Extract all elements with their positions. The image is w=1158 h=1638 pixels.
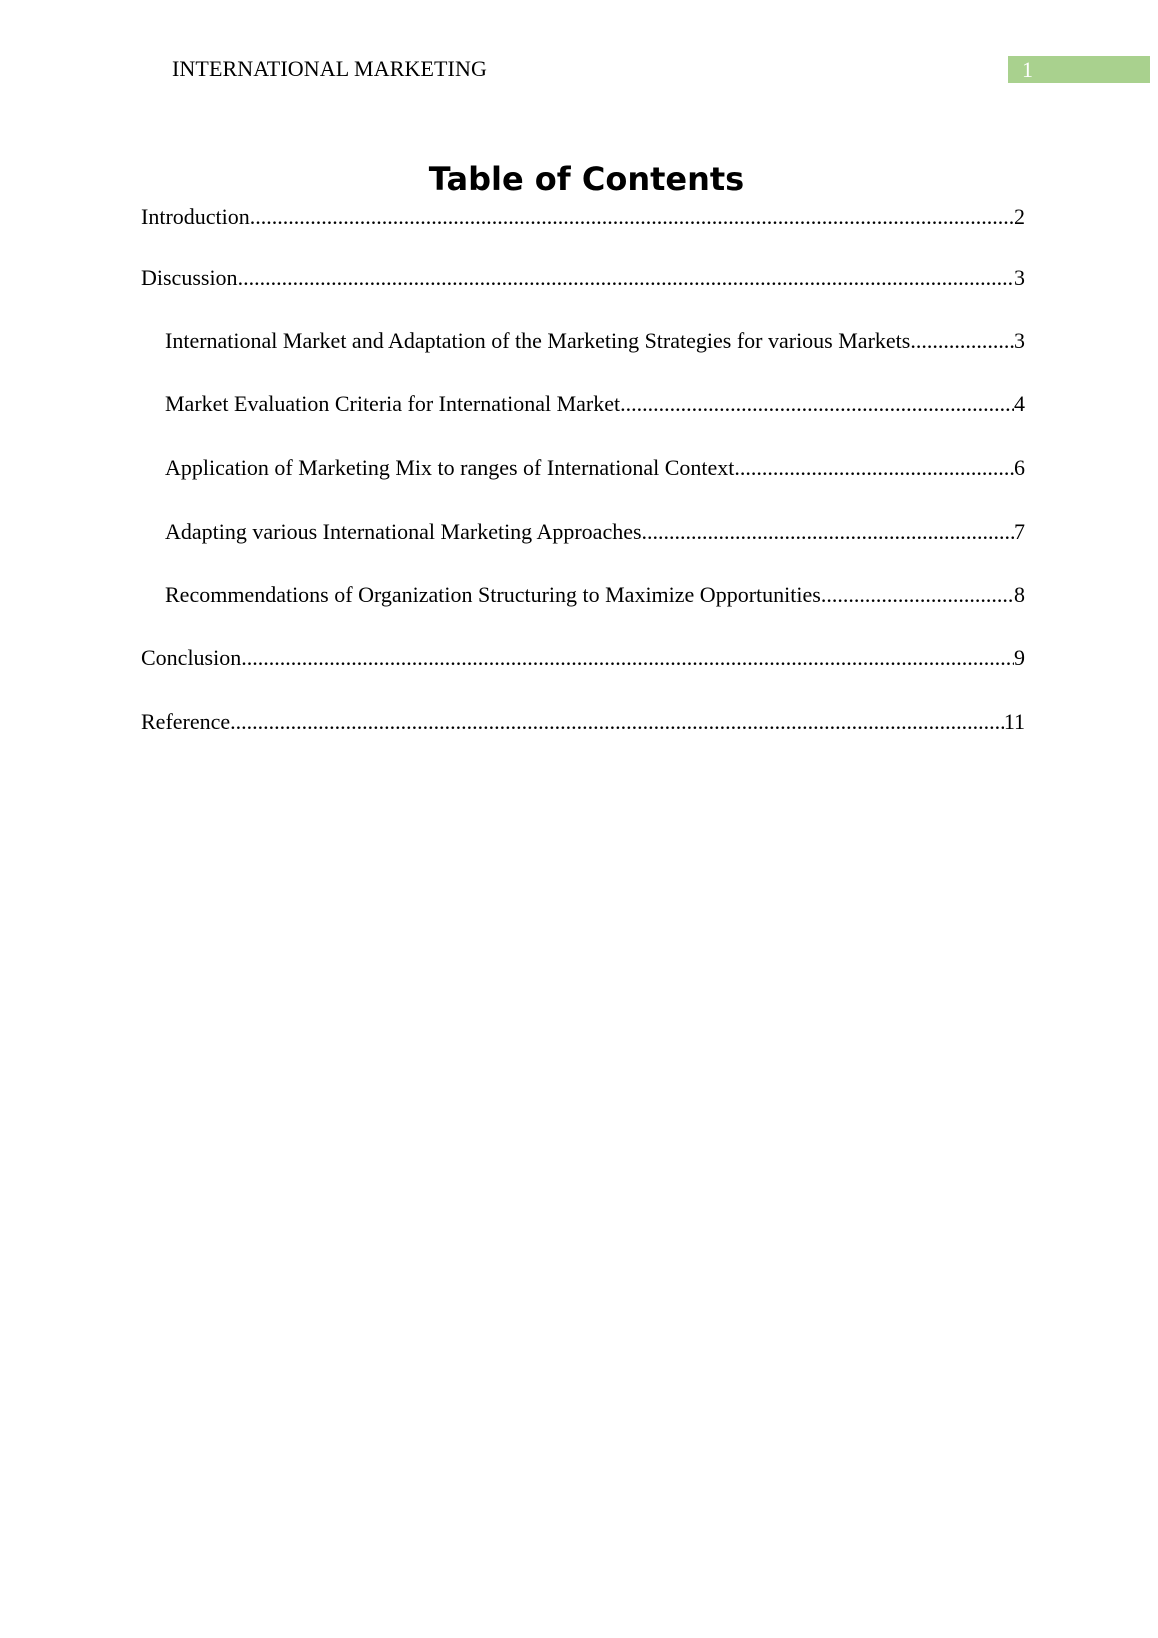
toc-dot-leader [910,326,1014,356]
toc-dot-leader [241,643,1014,673]
toc-entry-marketing-approaches[interactable] [165,517,1025,547]
toc-entry-page: 7 [1014,519,1025,544]
toc-dot-leader [642,517,1014,547]
toc-entry-international-market-adaptation[interactable] [165,326,1025,356]
running-header-title: INTERNATIONAL MARKETING [172,56,487,81]
toc-dot-leader [734,453,1014,483]
toc-entry-label: Reference [141,709,231,734]
toc-entry-reference[interactable] [141,707,1025,737]
toc-dot-leader [238,263,1014,293]
toc-dot-leader [250,202,1014,232]
toc-entry-organization-recommendations[interactable] [165,580,1025,610]
toc-entry-page: 4 [1014,391,1025,416]
toc-entry-page: 11 [1003,709,1025,734]
toc-entry-label: Adapting various International Marketing Approaches [165,519,642,544]
toc-entry-page: 6 [1014,455,1025,480]
toc-entry-market-evaluation-criteria[interactable] [165,389,1025,419]
page-number-box [1008,56,1150,83]
toc-entry-page: 9 [1014,645,1025,670]
toc-dot-leader [620,389,1014,419]
toc-entry-label: Introduction [141,204,250,229]
toc-entry-page: 3 [1014,328,1025,353]
toc-entry-marketing-mix-application[interactable] [165,453,1025,483]
page-number: 1 [1022,57,1033,82]
toc-entry-discussion[interactable] [141,263,1025,293]
toc-entry-page: 2 [1014,204,1025,229]
toc-entry-conclusion[interactable] [141,643,1025,673]
toc-entry-page: 8 [1014,582,1025,607]
toc-heading: Table of Contents [428,160,745,198]
toc-entry-page: 3 [1014,265,1025,290]
toc-entry-label: Market Evaluation Criteria for International Market [165,391,621,416]
toc-entry-label: Discussion [141,265,238,290]
toc-entry-label: Conclusion [141,645,242,670]
toc-dot-leader [821,580,1014,610]
toc-entry-label: International Market and Adaptation of the Marketing Strategies for various Markets [165,328,911,353]
toc-dot-leader [230,707,1004,737]
toc-entry-label: Recommendations of Organization Structuring to Maximize Opportunities [165,582,821,607]
toc-entry-label: Application of Marketing Mix to ranges of International Context [165,455,735,480]
toc-entry-introduction[interactable] [141,202,1025,232]
